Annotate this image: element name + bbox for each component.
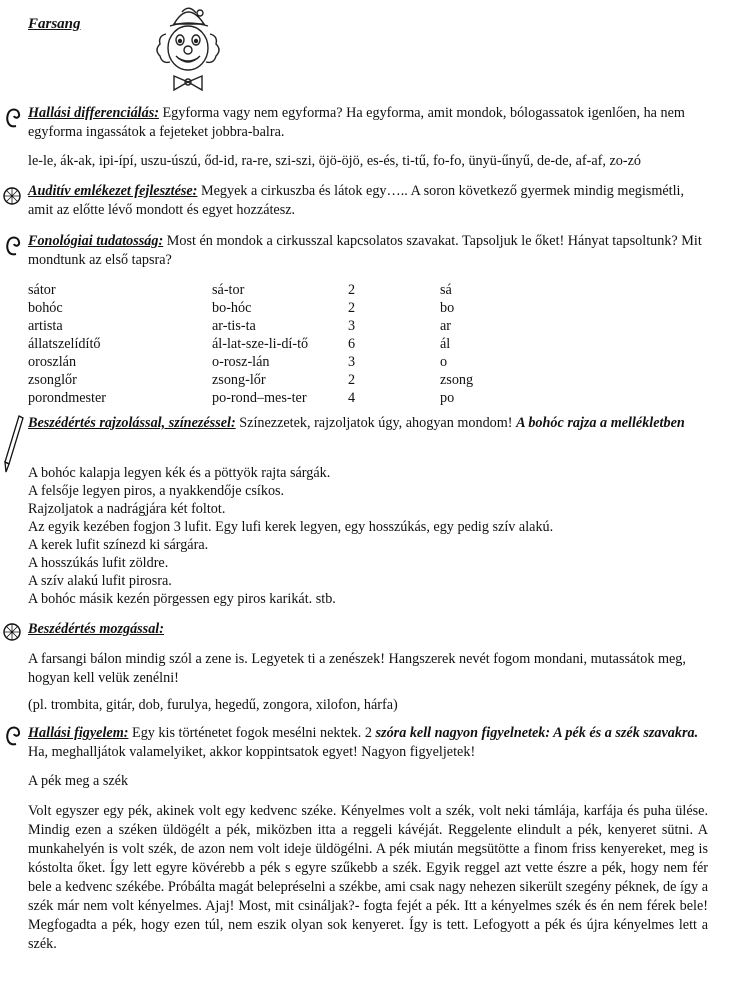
word-cell: artista [28,318,63,334]
section-note: A bohóc rajza a mellékletben [516,415,685,431]
instruction-line: A szív alakú lufit pirosra. [28,573,172,589]
section-heading: Beszédértés mozgással: [28,621,164,637]
count-cell: 4 [348,390,356,406]
word-cell: porondmester [28,390,107,406]
ear-icon [2,106,22,130]
instruction-line: A felsője legyen piros, a nyakkendője csíkos. [28,483,285,499]
ball-icon [2,184,22,208]
section-text: Egyforma vagy nem egyforma? Ha egyforma, amit mondok, bólogassatok igenlően, ha nem egyforma ingassátok a fejeteket jobbra-balra. [28,105,685,140]
word-cell: oroszlán [28,354,77,370]
section-text: Színezzetek, rajzoljatok úgy, ahogyan mondom! [235,415,517,431]
count-cell: 2 [348,372,356,388]
instruction-line: Az egyik kezében fogjon 3 lufit. Egy lufi kerek legyen, egy hosszúkás, egy pedig szív alakú. [28,519,554,535]
syllable-cell: o-rosz-lán [212,354,270,370]
story-title: A pék meg a szék [28,773,129,789]
instrument-list: (pl. trombita, gitár, dob, furulya, hegedű, zongora, xilofon, hárfa) [28,697,398,713]
instruction-line: A bohóc másik kezén pörgessen egy piros karikát. stb. [28,591,336,607]
syllable-cell: zsong-lőr [212,372,266,388]
word-cell: zsonglőr [28,372,77,388]
first-syllable-cell: po [440,390,455,406]
instruction-line: A bohóc kalapja legyen kék és a pöttyök rajta sárgák. [28,465,331,481]
instruction-line: Rajzoljatok a nadrágjára két foltot. [28,501,226,517]
section-beszedertes-rajzolas [28,414,708,433]
section-text: Most én mondok a cirkusszal kapcsolatos szavakat. Tapsoljuk le őket! Hányat tapsoltunk? Mit mondtunk az első tapsra? [28,233,702,268]
section-heading: Hallási figyelem: [28,725,129,741]
syllable-cell: ál-lat-sze-li-dí-tő [212,336,309,352]
syllable-pairs: le-le, ák-ak, ipi-ípí, uszu-úszú, őd-id, ra-re, szi-szi, öjö-öjö, es-és, ti-tű, fo-fo, ünyü-űnyű, de-de, af-af, zo-zó [28,153,641,169]
section-hallasi-differencialas [28,104,708,142]
ball-icon [2,620,22,644]
syllable-cell: po-rond–mes-ter [212,390,307,406]
syllable-cell: bo-hóc [212,300,252,316]
first-syllable-cell: ar [440,318,452,334]
first-syllable-cell: sá [440,282,452,298]
section-emphasis: szóra kell nagyon figyelnetek: A pék és a szék szavakra. [375,725,699,741]
count-cell: 6 [348,336,356,352]
count-cell: 2 [348,282,356,298]
section-heading: Beszédértés rajzolással, színezéssel: [28,415,236,431]
instruction-line: A kerek lufit színezd ki sárgára. [28,537,209,553]
word-cell: állatszelídítő [28,336,101,352]
syllable-cell: ar-tis-ta [212,318,256,334]
section-fonologiai-tudatossag [28,232,708,270]
first-syllable-cell: o [440,354,448,370]
first-syllable-cell: zsong [440,372,474,388]
word-cell: sátor [28,282,56,298]
count-cell: 3 [348,318,356,334]
ear-icon [2,234,22,258]
section-beszedertes-mozgas [28,620,708,639]
first-syllable-cell: bo [440,300,455,316]
count-cell: 3 [348,354,356,370]
section-heading: Auditív emlékezet fejlesztése: [28,183,198,199]
section-heading: Fonológiai tudatosság: [28,233,164,249]
count-cell: 2 [348,300,356,316]
clown-illustration [152,4,224,96]
section-text: A farsangi bálon mindig szól a zene is. Legyetek ti a zenészek! Hangszerek nevét fogom mondani, mutassátok meg, hogyan kell velük zenélni! [28,651,686,686]
ear-icon [2,724,22,748]
page-title: Farsang [28,16,81,32]
section-text: Egy kis történetet fogok mesélni nektek. 2 [128,725,376,741]
section-text: Ha, meghalljátok valamelyiket, akkor koppintsatok egyet! Nagyon figyeljetek! [28,744,476,760]
section-heading: Hallási differenciálás: [28,105,159,121]
word-cell: bohóc [28,300,63,316]
section-hallasi-figyelem [28,724,708,762]
section-text: Megyek a cirkuszba és látok egy….. A soron következő gyermek mindig megismétli, amit az előtte lévő mondott és egyet hozzátesz. [28,183,685,218]
first-syllable-cell: ál [440,336,451,352]
pencil-icon [2,414,24,474]
syllable-cell: sá-tor [212,282,245,298]
story-text: Volt egyszer egy pék, akinek volt egy kedvenc széke. Kényelmes volt a szék, volt neki támlája, karfája és puha ülése. Mindig ezen a széken üldögélt a pék, miközben itta a reggeli kávéját. Reggelente elindult a pék, kenyeret sütni. A munkahelyén is volt szék, de azon nem volt ideje üldögélni. A pék miután megsütötte a finom friss kenyereket, meg is kóstolta őket. Így lett egyre kövérebb a pék s egyre szűkebb a szék. Egyik reggel azt vette észre a pék, hogy nem fér bele a kedvenc székébe. Próbálta magát belepréselni a székbe, ami csak nagy nehezen sikerült szegény péknek, de így a szék már nem volt kényelmes. Ajaj! Most, mit csináljak?- fogta fejét a pék. Itt a kényelmes szék és én nem férek bele! Megfogadta a pék, hogy ezen túl, nem eszik olyan sok kenyeret. Így is tett. Lefogyott a pék és újra kényelmes lett a szék. [28,803,708,952]
instruction-line: A hosszúkás lufit zöldre. [28,555,169,571]
section-auditiv-emlekezet [28,182,708,220]
